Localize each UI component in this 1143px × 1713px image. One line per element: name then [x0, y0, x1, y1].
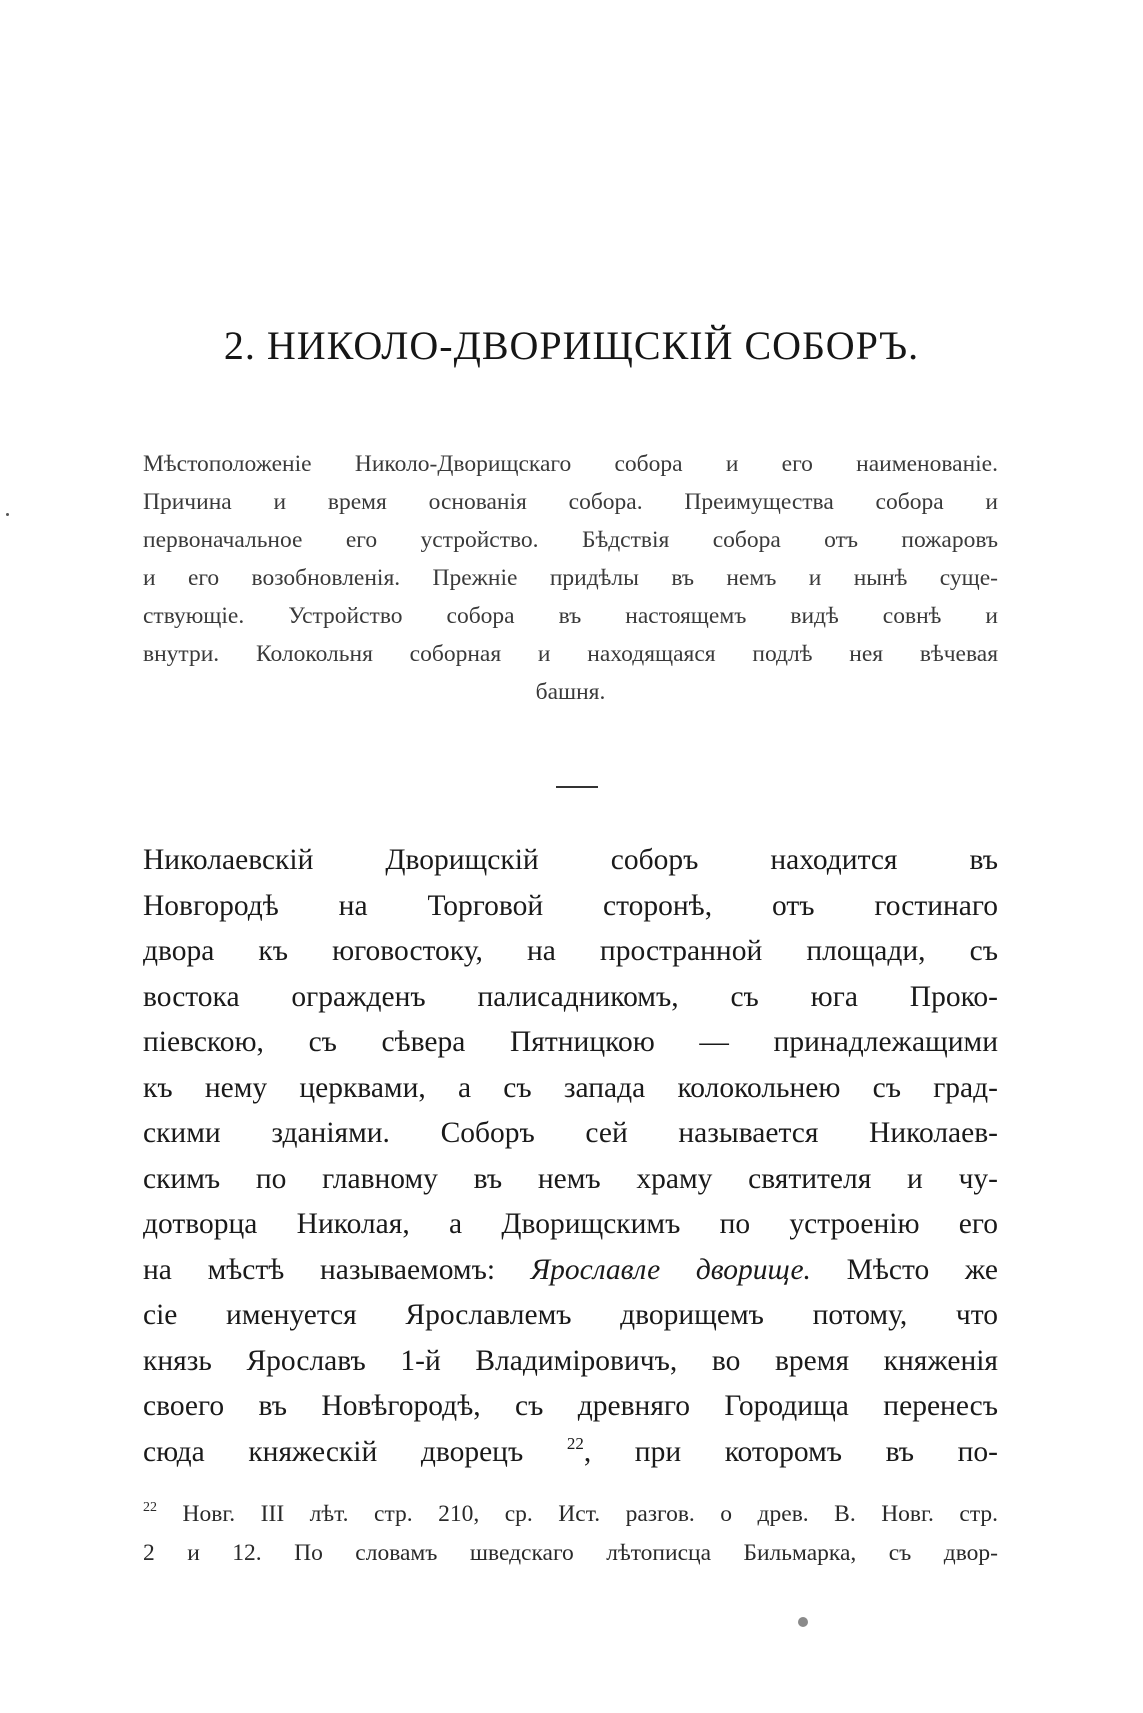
text-line: дотворца Николая, а Дворищскимъ по устроенію его: [143, 1208, 998, 1240]
summary-line: Мѣстоположеніе Николо-Дворищскаго собора и его наименованіе.: [143, 451, 998, 477]
text-segment: на мѣстѣ называемомъ:: [143, 1253, 531, 1286]
text-line: Николаевскій Дворищскій соборъ находится въ: [143, 844, 998, 876]
place-name-italic: Ярославле дворище.: [530, 1253, 811, 1286]
text-line: Новгородѣ на Торговой сторонѣ, отъ гостинаго: [143, 889, 998, 922]
footnote-reference: 22: [566, 1433, 584, 1453]
text-line: скими зданіями. Соборъ сей называется Николаев-: [143, 1117, 998, 1149]
text-line: своего въ Новѣгородѣ, съ древняго Городища перенесъ: [143, 1390, 998, 1422]
main-text: [143, 838, 998, 1475]
footnote-line: [143, 1495, 998, 1534]
text-segment: Новг. III лѣт. стр. 210, ср. Ист. разгов. о древ. В. Новг. стр.: [157, 1501, 998, 1527]
paper-speck: [6, 513, 9, 516]
paper-speck: [798, 1617, 808, 1627]
text-line: востока огражденъ палисадникомъ, съ юга Проко-: [143, 980, 998, 1013]
summary-line: ствующіе. Устройство собора въ настоящемъ видѣ совнѣ и: [143, 603, 998, 629]
text-line: къ нему церквами, а съ запада колокольнею съ град-: [143, 1071, 998, 1104]
summary-line: внутри. Колокольня соборная и находящаяся подлѣ нея вѣчевая: [143, 641, 998, 667]
summary-line: и его возобновленія. Прежніе придѣлы въ немъ и нынѣ суще-: [143, 565, 998, 591]
text-line: [143, 1430, 998, 1476]
summary-line: башня.: [535, 679, 606, 705]
text-line: двора къ юговостоку, на пространной площади, съ: [143, 935, 998, 967]
chapter-summary: [143, 445, 998, 711]
section-divider: [556, 786, 598, 788]
text-line: сіе именуется Ярославлемъ дворищемъ потому, что: [143, 1299, 998, 1331]
text-line: піевскою, съ сѣвера Пятницкою — принадлежащими: [143, 1026, 998, 1058]
text-line: князь Ярославъ 1-й Владиміровичъ, во время княженія: [143, 1344, 998, 1377]
summary-line: первоначальное его устройство. Бѣдствія собора отъ пожаровъ: [143, 527, 998, 553]
footnote: [143, 1495, 998, 1573]
text-segment: Мѣсто же: [810, 1253, 999, 1286]
text-line: [143, 1248, 998, 1294]
text-line: скимъ по главному въ немъ храму святителя и чу-: [143, 1162, 998, 1195]
footnote-marker: 22: [143, 1500, 157, 1515]
text-segment: , при которомъ въ по-: [583, 1435, 998, 1468]
summary-line: Причина и время основанія собора. Преимущества собора и: [143, 489, 998, 515]
footnote-line: 2 и 12. По словамъ шведскаго лѣтописца Бильмарка, съ двор-: [143, 1540, 998, 1566]
chapter-heading: 2. НИКОЛО-ДВОРИЩСКІЙ СОБОРЪ.: [223, 323, 920, 368]
text-segment: сюда княжескій дворецъ: [143, 1435, 567, 1468]
